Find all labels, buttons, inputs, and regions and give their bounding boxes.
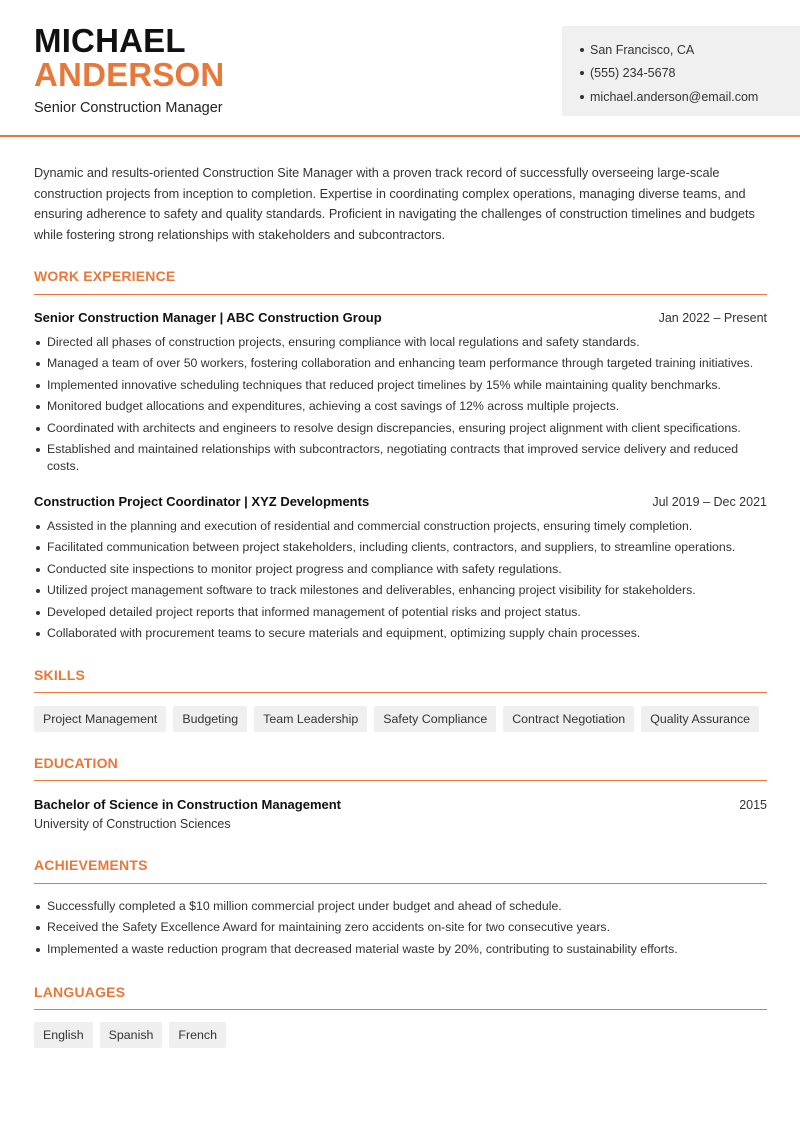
list-item: Implemented innovative scheduling techniques that reduced project timelines by 15% while maintaining quality benchmarks. <box>34 377 767 394</box>
section-divider <box>34 294 767 295</box>
job-title: Senior Construction Manager <box>34 100 223 116</box>
list-item: Assisted in the planning and execution of residential and commercial construction projects, ensuring timely completion. <box>34 518 767 535</box>
summary-paragraph: Dynamic and results-oriented Construction Site Manager with a proven track record of successfully overseeing large-scale construction projects from inception to completion. Expertise in coordinating complex operations, managing diverse teams, and ensuring adherence to safety and quality standards. Proficient in navigating the challenges of construction timelines and budgets while fostering strong relationships with stakeholders and subcontractors. <box>34 166 755 243</box>
list-item: Coordinated with architects and engineers to resolve design discrepancies, ensuring project alignment with client specifications. <box>34 420 767 437</box>
language-tag: Spanish <box>100 1022 163 1048</box>
skill-tag: Quality Assurance <box>641 706 759 732</box>
skill-tag: Contract Negotiation <box>503 706 634 732</box>
section-divider <box>34 1009 767 1010</box>
languages-list <box>34 1022 226 1048</box>
achievements-list <box>34 898 767 962</box>
list-item: Monitored budget allocations and expenditures, achieving a cost savings of 12% across multiple projects. <box>34 398 767 415</box>
contact-phone-text: (555) 234-5678 <box>590 66 676 81</box>
contact-phone <box>580 62 800 86</box>
job-header <box>34 494 767 509</box>
section-divider <box>34 883 767 884</box>
list-item: Conducted site inspections to monitor project progress and compliance with safety regulations. <box>34 561 767 578</box>
job-role: Senior Construction Manager | ABC Construction Group <box>34 310 382 325</box>
list-item: Established and maintained relationships with subcontractors, negotiating contracts that improved service delivery and reduced costs. <box>34 441 767 475</box>
skill-tag: Safety Compliance <box>374 706 496 732</box>
section-title-languages: LANGUAGES <box>34 984 126 1000</box>
education-year: 2015 <box>739 798 767 812</box>
education-school: University of Construction Sciences <box>34 817 231 831</box>
section-title-work: WORK EXPERIENCE <box>34 268 176 284</box>
list-item: Managed a team of over 50 workers, fostering collaboration and enhancing team performance through targeted training initiatives. <box>34 355 767 372</box>
contact-email-text[interactable]: michael.anderson@email.com <box>590 89 759 104</box>
education-degree: Bachelor of Science in Construction Management <box>34 797 341 812</box>
resume-header <box>0 0 800 137</box>
last-name: ANDERSON <box>34 56 225 93</box>
job-bullets <box>34 518 767 646</box>
skills-list <box>34 706 759 732</box>
list-item: Successfully completed a $10 million commercial project under budget and ahead of schedule. <box>34 898 767 915</box>
section-title-education: EDUCATION <box>34 755 118 771</box>
list-item: Implemented a waste reduction program that decreased material waste by 20%, contributing to sustainability efforts. <box>34 941 767 958</box>
list-item: Directed all phases of construction projects, ensuring compliance with local regulations and safety standards. <box>34 334 767 351</box>
skill-tag: Budgeting <box>173 706 247 732</box>
job-header <box>34 310 767 325</box>
list-item: Utilized project management software to track milestones and deliverables, enhancing project visibility for stakeholders. <box>34 582 767 599</box>
section-divider <box>34 692 767 693</box>
skill-tag: Project Management <box>34 706 166 732</box>
section-title-skills: SKILLS <box>34 667 85 683</box>
skill-tag: Team Leadership <box>254 706 367 732</box>
language-tag: English <box>34 1022 93 1048</box>
contact-location <box>580 38 800 62</box>
bullet-icon <box>580 48 584 52</box>
list-item: Facilitated communication between project stakeholders, including clients, contractors, and suppliers, to streamline operations. <box>34 539 767 556</box>
section-divider <box>34 780 767 781</box>
list-item: Developed detailed project reports that informed management of potential risks and project status. <box>34 604 767 621</box>
list-item: Received the Safety Excellence Award for maintaining zero accidents on-site for two consecutive years. <box>34 919 767 936</box>
contact-email[interactable] <box>580 85 800 109</box>
job-dates: Jan 2022 – Present <box>658 311 767 325</box>
education-header <box>34 797 767 812</box>
job-bullets <box>34 334 767 479</box>
section-title-achievements: ACHIEVEMENTS <box>34 857 148 873</box>
bullet-icon <box>580 71 584 75</box>
first-name: MICHAEL <box>34 22 186 59</box>
contact-box <box>562 26 800 116</box>
job-dates: Jul 2019 – Dec 2021 <box>652 495 767 509</box>
language-tag: French <box>169 1022 226 1048</box>
job-role: Construction Project Coordinator | XYZ Developments <box>34 494 370 509</box>
contact-location-text: San Francisco, CA <box>590 42 695 57</box>
bullet-icon <box>580 95 584 99</box>
list-item: Collaborated with procurement teams to secure materials and equipment, optimizing supply chain processes. <box>34 625 767 642</box>
